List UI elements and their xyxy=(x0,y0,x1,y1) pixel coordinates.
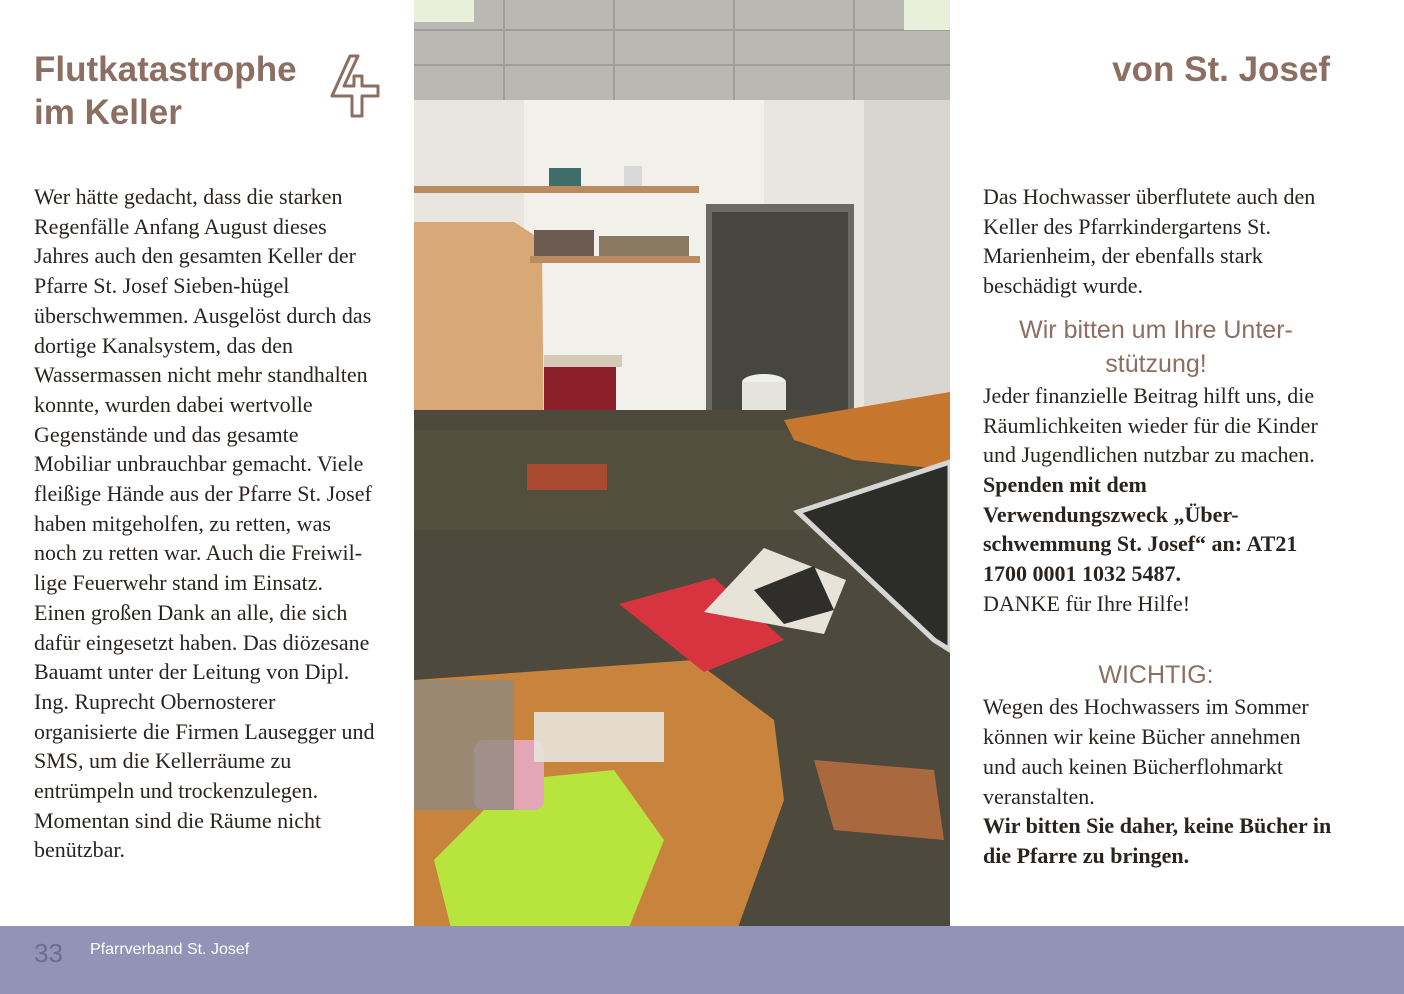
support-paragraph xyxy=(983,381,1333,619)
publication-name: Pfarrverband St. Josef xyxy=(90,941,250,958)
article-title-continued: von St. Josef xyxy=(1112,50,1330,89)
article-title-line-1: Flutkatastrophe xyxy=(34,50,297,89)
article-title-line-2: im Keller xyxy=(34,93,182,132)
article-body: Wer hätte gedacht, dass die starken Regenfälle Anfang August dieses Jahres auch den gesamten Keller der Pfarre St. Josef Sieben-hügel überschwemmen. Ausgelöst durch das dortige Kanalsystem, das den Wassermassen nicht mehr standhalten konnte, wurden dabei wertvolle Gegenstände und das gesamte Mobiliar unbrauchbar gemacht. Viele fleißige Hände aus der Pfarre St. Josef haben mitgeholfen, zu retten, was noch zu retten war. Auch die Freiwil-lige Feuerwehr stand im Einsatz. Einen großen Dank an alle, die sich dafür eingesetzt haben. Das diözesane Bauamt unter der Leitung von Dipl. Ing. Ruprecht Obernosterer organisierte die Firmen Lausegger und SMS, um die Kellerräume zu entrümpeln und trockenzulegen. Momentan sind die Räume nicht benützbar. xyxy=(34,184,375,863)
right-column xyxy=(983,182,1333,871)
number-four-cross-logo xyxy=(328,52,384,122)
important-paragraph xyxy=(983,692,1333,870)
thanks-text: DANKE für Ihre Hilfe! xyxy=(983,590,1191,616)
important-heading: WICHTIG: xyxy=(1098,661,1214,690)
important-request: Wir bitten Sie daher, keine Bücher in die Pfarre zu bringen. xyxy=(983,813,1332,868)
donation-details: Spenden mit dem Verwendungszweck „Über-schwemmung St. Josef“ an: AT21 1700 0001 1032 5487. xyxy=(983,471,1298,587)
footer-bar xyxy=(0,926,1404,994)
important-text: Wegen des Hochwassers im Sommer können wir keine Bücher annehmen und auch keinen Bücherflohmarkt veranstalten. xyxy=(983,694,1309,809)
page-number: 33 xyxy=(34,938,63,968)
support-text: Jeder finanzielle Beitrag hilft uns, die Räumlichkeiten wieder für die Kinder und Jugendlichen nutzbar zu machen. xyxy=(983,382,1318,468)
support-heading: Wir bitten um Ihre Unter-stützung! xyxy=(1019,315,1293,378)
intro-paragraph: Das Hochwasser überflutete auch den Keller des Pfarrkindergartens St. Marienheim, der ebenfalls stark beschädigt wurde. xyxy=(983,184,1316,299)
article-title xyxy=(34,48,334,134)
flooded-basement-photo xyxy=(414,0,950,994)
